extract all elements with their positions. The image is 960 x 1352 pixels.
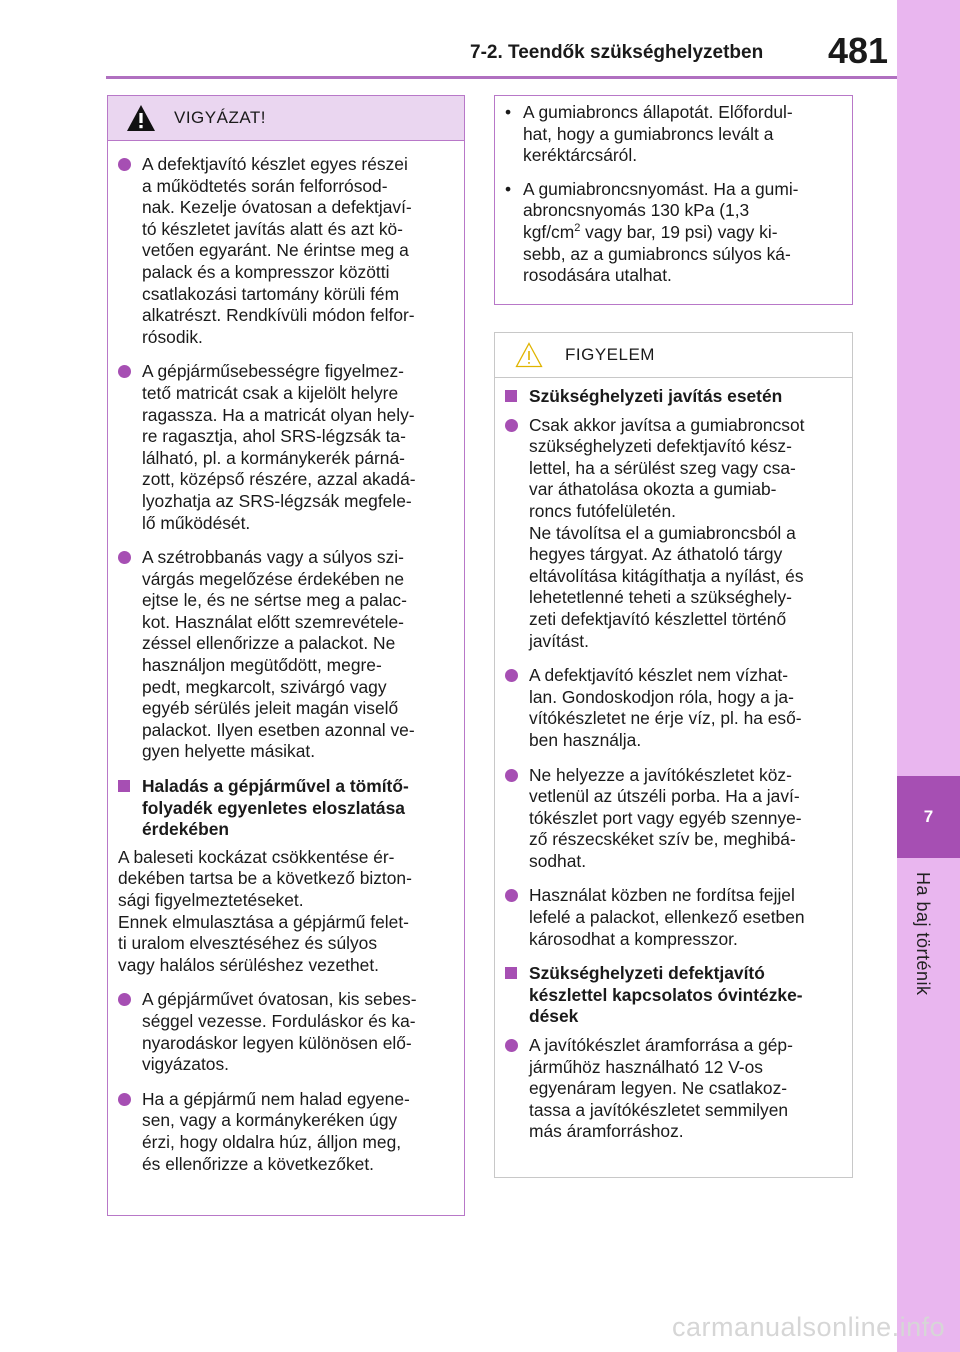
notice-item-5: A javítókészlet áramforrása a gép- járműhöz használható 12 V-os egyenáram legyen. Ne csatlakoz- tassa a javítókészletet semmilyen más áramforráshoz. <box>505 1035 840 1143</box>
continuation-bullet-2: • A gumiabroncsnyomást. Ha a gumi- abroncsnyomás 130 kPa (1,3 kgf/$cm^2$ vagy bar, 19 psi) vagy ki- sebb, az a gumiabroncs súlyos ká- rosodására utalhat. <box>505 178 799 286</box>
chapter-title: Ha baj történik <box>913 872 933 996</box>
square-bullet-icon <box>505 390 517 402</box>
warning-subheading: Haladás a gépjárművel a tömítő- folyadék egyenletes eloszlatása érdekében <box>118 776 452 841</box>
warning-paragraph: A baleseti kockázat csökkentése ér- dekében tartsa be a következő bizton- sági figyelmeztetéseket. Ennek elmulasztása a gépjármű felet- ti uralom elvesztéséhez és súlyos vagy halálos sérüléshez vezethet. <box>118 846 412 975</box>
bullet-dot-icon <box>505 419 518 432</box>
notice-content <box>495 386 852 1143</box>
bullet-dot-icon <box>118 158 131 171</box>
caution-triangle-icon <box>515 342 543 368</box>
warning-item-4: A gépjárművet óvatosan, kis sebes- séggel vezesse. Forduláskor és ka- nyarodáskor legyen különösen elő- vigyázatos. <box>118 989 452 1075</box>
warning-content <box>108 154 464 1175</box>
bullet-dot-icon <box>118 1093 131 1106</box>
notice-item-1: Csak akkor javítsa a gumiabroncsot szükséghelyzeti defektjavító kész- lettel, ha a sérülést szeg vagy csa- var áthatolása okozta a gumiab- roncs futófelületén. Ne távolítsa el a gumiabroncsból a hegyes tárgyat. Az áthatoló tárgy eltávolítása kitágíthatja a nyílást, és lehetetlenné teheti a szükséghely- zeti defektjavító készlettel történő javítást. <box>505 415 840 653</box>
warning-item-3: A szétrobbanás vagy a súlyos szi- várgás megelőzése érdekében ne ejtse le, és ne sértse meg a palac- kot. Használat előtt szemrevétele- zéssel ellenőrizze a palackot. Ne használjon megütődött, megre- pedt, megkarcolt, szivárgó vagy egyéb sérülés jeleit magán viselő palackot. Ilyen esetben azonnal ve- gyen helyette másikat. <box>118 547 452 763</box>
watermark: carmanualsonline.info <box>672 1312 946 1342</box>
section-title: 7-2. Teendők szükséghelyzetben <box>470 42 764 63</box>
bullet-dot-icon <box>118 365 131 378</box>
warning-label: VIGYÁZAT! <box>174 108 267 127</box>
warning-triangle-icon <box>126 104 156 132</box>
square-bullet-icon <box>505 967 517 979</box>
bullet-dot-icon <box>118 993 131 1006</box>
bullet-dot-icon <box>505 769 518 782</box>
bullet-dot-icon <box>118 551 131 564</box>
square-bullet-icon <box>118 780 130 792</box>
notice-header <box>495 333 852 378</box>
warning-continuation-box <box>494 95 853 305</box>
warning-header <box>108 96 464 141</box>
notice-item-2: A defektjavító készlet nem vízhat- lan. Gondoskodjon róla, hogy a ja- vítókészletet ne érje víz, pl. ha eső- ben használja. <box>505 665 840 751</box>
bullet-dot-icon <box>505 889 518 902</box>
notice-heading-1: Szükséghelyzeti javítás esetén <box>505 386 840 408</box>
warning-item-1: A defektjavító készlet egyes részei a működtetés során felforrósod- nak. Kezelje óvatosan a defektjaví- tó készletet javítás alatt és azt kö- vetően egyaránt. Ne érintse meg a palack és a kompresszor közötti csatlakozási tartomány körüli fém alkatrészt. Rendkívüli módon felfor- rósodik. <box>118 154 452 348</box>
warning-item-2: A gépjárműsebességre figyelmez- tető matricát csak a kijelölt helyre ragassza. Ha a matricát olyan hely- re ragasztja, ahol SRS-légzsák ta- lálható, pl. a kormánykerék párná- zott, középső részére, azzal akadá- lyozhatja az SRS-légzsák megfele- lő működését. <box>118 361 452 534</box>
bullet-dot-icon <box>505 1039 518 1052</box>
notice-item-4: Használat közben ne fordítsa fejjel lefelé a palackot, ellenkező esetben károsodhat a kompresszor. <box>505 885 840 950</box>
notice-heading-2: Szükséghelyzeti defektjavító készlettel kapcsolatos óvintézke- dések <box>505 963 840 1028</box>
bullet-dot-icon <box>505 669 518 682</box>
notice-label: FIGYELEM <box>565 345 655 364</box>
warning-box <box>107 95 465 1216</box>
notice-box <box>494 332 853 1178</box>
warning-item-5: Ha a gépjármű nem halad egyene- sen, vagy a kormánykeréken úgy érzi, hogy oldalra húz, álljon meg, és ellenőrizze a következőket. <box>118 1089 452 1175</box>
chapter-sidebar <box>897 0 960 1352</box>
page-number: 481 <box>828 30 889 71</box>
chapter-number-tab[interactable]: 7 <box>897 776 960 858</box>
notice-item-3: Ne helyezze a javítókészletet köz- vetlenül az útszéli porba. Ha a javí- tókészlet port vagy egyéb szennye- ző részecskéket szív be, meghibá- sodhat. <box>505 765 840 873</box>
header-rule <box>106 76 897 79</box>
continuation-bullet-1: • A gumiabroncs állapotát. Előfordul- hat, hogy a gumiabroncs levált a keréktárcsáról. <box>505 102 793 166</box>
